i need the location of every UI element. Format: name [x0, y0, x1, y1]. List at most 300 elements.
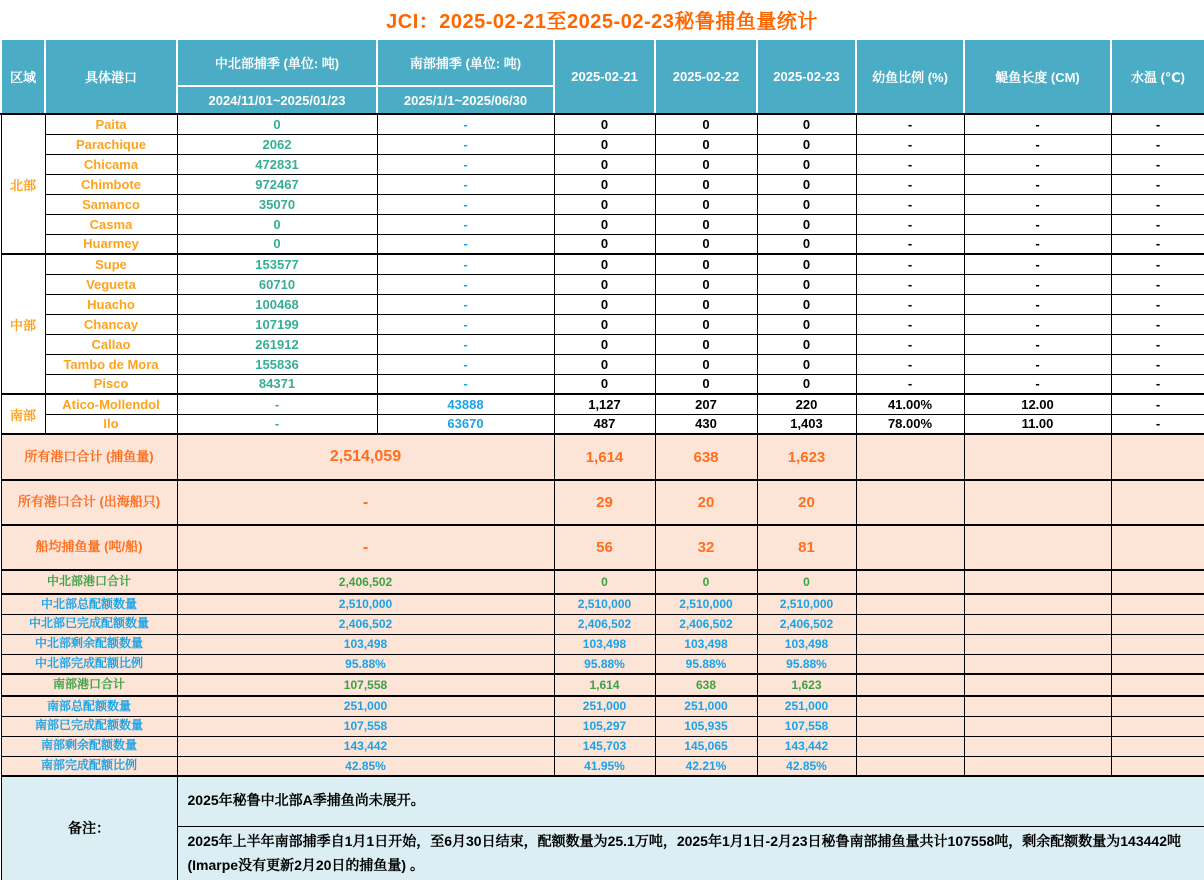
col-header-region: 区域	[1, 39, 45, 114]
nc-season-catch: 84371	[177, 374, 377, 394]
fish-length-value: -	[964, 234, 1111, 254]
juvenile-pct-value: -	[856, 274, 964, 294]
summary-daily-value-1: 145,703	[554, 736, 655, 756]
summary-empty-juvenile	[856, 674, 964, 696]
south-season-catch: -	[377, 314, 554, 334]
port-row	[1, 374, 1204, 394]
daily-catch-2: 0	[655, 194, 757, 214]
daily-catch-2: 0	[655, 234, 757, 254]
summary-empty-temp	[1111, 634, 1204, 654]
nc-season-catch: 155836	[177, 354, 377, 374]
summary-empty-temp	[1111, 736, 1204, 756]
nc-season-catch: 261912	[177, 334, 377, 354]
port-name: Huacho	[45, 294, 177, 314]
daily-catch-2: 0	[655, 274, 757, 294]
fish-length-value: -	[964, 214, 1111, 234]
summary-daily-value-3: 81	[757, 525, 856, 570]
daily-catch-1: 0	[554, 214, 655, 234]
summary-label: 所有港口合计 (捕鱼量)	[1, 434, 177, 480]
summary-label: 南部总配额数量	[1, 696, 177, 716]
daily-catch-3: 0	[757, 194, 856, 214]
fish-length-value: -	[964, 174, 1111, 194]
summary-daily-value-1: 1,614	[554, 674, 655, 696]
fish-length-value: -	[964, 374, 1111, 394]
summary-empty-juvenile	[856, 696, 964, 716]
summary-empty-temp	[1111, 756, 1204, 776]
summary-empty-length	[964, 736, 1111, 756]
port-name: Callao	[45, 334, 177, 354]
water-temp-value: -	[1111, 294, 1204, 314]
summary-daily-value-1: 0	[554, 570, 655, 594]
nc-season-catch: -	[177, 414, 377, 434]
summary-daily-value-3: 2,406,502	[757, 614, 856, 634]
daily-catch-3: 0	[757, 274, 856, 294]
summary-empty-length	[964, 614, 1111, 634]
table-body	[1, 114, 1204, 880]
summary-daily-value-2: 638	[655, 674, 757, 696]
daily-catch-3: 0	[757, 354, 856, 374]
summary-daily-value-1: 105,297	[554, 716, 655, 736]
summary-label: 船均捕鱼量 (吨/船)	[1, 525, 177, 570]
daily-catch-3: 0	[757, 254, 856, 274]
summary-empty-length	[964, 570, 1111, 594]
port-name: Atico-Mollendol	[45, 394, 177, 414]
water-temp-value: -	[1111, 194, 1204, 214]
port-name: Vegueta	[45, 274, 177, 294]
summary-empty-length	[964, 654, 1111, 674]
fish-length-value: -	[964, 314, 1111, 334]
daily-catch-3: 220	[757, 394, 856, 414]
summary-daily-value-2: 20	[655, 480, 757, 525]
water-temp-value: -	[1111, 214, 1204, 234]
south-season-catch: -	[377, 134, 554, 154]
daily-catch-1: 487	[554, 414, 655, 434]
fish-length-value: -	[964, 114, 1111, 134]
port-row	[1, 394, 1204, 414]
region-label: 南部	[1, 394, 45, 434]
port-row	[1, 294, 1204, 314]
port-row	[1, 114, 1204, 134]
daily-catch-2: 0	[655, 174, 757, 194]
summary-empty-juvenile	[856, 594, 964, 614]
title-bar	[0, 0, 1204, 38]
south-season-catch: -	[377, 194, 554, 214]
nc-season-catch: 2062	[177, 134, 377, 154]
summary-daily-value-3: 1,623	[757, 434, 856, 480]
south-season-catch: -	[377, 154, 554, 174]
fish-length-value: -	[964, 134, 1111, 154]
summary-label: 中北部港口合计	[1, 570, 177, 594]
port-row	[1, 414, 1204, 434]
south-season-catch: -	[377, 214, 554, 234]
fish-length-value: -	[964, 194, 1111, 214]
summary-empty-juvenile	[856, 716, 964, 736]
summary-daily-value-1: 29	[554, 480, 655, 525]
summary-empty-length	[964, 756, 1111, 776]
fish-length-value: -	[964, 254, 1111, 274]
summary-empty-temp	[1111, 480, 1204, 525]
south-season-catch: -	[377, 114, 554, 134]
port-name: Parachique	[45, 134, 177, 154]
daily-catch-3: 0	[757, 154, 856, 174]
summary-season-value: 143,442	[177, 736, 554, 756]
nc-season-catch: 35070	[177, 194, 377, 214]
port-row	[1, 194, 1204, 214]
remark-label: 备注：	[1, 776, 177, 880]
summary-empty-juvenile	[856, 480, 964, 525]
port-row	[1, 314, 1204, 334]
port-name: Supe	[45, 254, 177, 274]
summary-daily-value-2: 638	[655, 434, 757, 480]
col-header-nc-season: 中北部捕季 (单位: 吨)	[177, 39, 377, 86]
summary-daily-value-1: 56	[554, 525, 655, 570]
juvenile-pct-value: -	[856, 134, 964, 154]
daily-catch-1: 0	[554, 314, 655, 334]
summary-empty-length	[964, 674, 1111, 696]
summary-season-value: 251,000	[177, 696, 554, 716]
summary-label: 中北部完成配额比例	[1, 654, 177, 674]
nc-season-catch: 107199	[177, 314, 377, 334]
nc-season-catch: 472831	[177, 154, 377, 174]
summary-season-value: 2,406,502	[177, 614, 554, 634]
remark-text-2: 2025年上半年南部捕季自1月1日开始，至6月30日结束，配额数量为25.1万吨，2025年1月1日-2月23日秘鲁南部捕鱼量共计107558吨，剩余配额数量为143442吨 (Imarpe没有更新2月20日的捕鱼量) 。	[177, 826, 1204, 880]
summary-daily-value-3: 20	[757, 480, 856, 525]
summary-daily-value-3: 0	[757, 570, 856, 594]
summary-daily-value-1: 103,498	[554, 634, 655, 654]
juvenile-pct-value: -	[856, 294, 964, 314]
summary-row	[1, 654, 1204, 674]
summary-daily-value-3: 107,558	[757, 716, 856, 736]
daily-catch-1: 0	[554, 334, 655, 354]
summary-daily-value-3: 1,623	[757, 674, 856, 696]
nc-season-catch: 100468	[177, 294, 377, 314]
summary-daily-value-2: 0	[655, 570, 757, 594]
fish-length-value: -	[964, 334, 1111, 354]
summary-label: 南部完成配额比例	[1, 756, 177, 776]
summary-daily-value-2: 103,498	[655, 634, 757, 654]
port-name: Ilo	[45, 414, 177, 434]
summary-season-value: 103,498	[177, 634, 554, 654]
water-temp-value: -	[1111, 274, 1204, 294]
port-name: Pisco	[45, 374, 177, 394]
summary-empty-juvenile	[856, 654, 964, 674]
port-row	[1, 354, 1204, 374]
summary-label: 中北部已完成配额数量	[1, 614, 177, 634]
water-temp-value: -	[1111, 114, 1204, 134]
daily-catch-3: 0	[757, 294, 856, 314]
summary-daily-value-1: 2,406,502	[554, 614, 655, 634]
fish-length-value: 12.00	[964, 394, 1111, 414]
fish-length-value: -	[964, 274, 1111, 294]
summary-empty-length	[964, 696, 1111, 716]
col-header-date-3: 2025-02-23	[757, 39, 856, 114]
port-row	[1, 334, 1204, 354]
summary-row	[1, 634, 1204, 654]
summary-season-value: 42.85%	[177, 756, 554, 776]
summary-season-value: -	[177, 525, 554, 570]
juvenile-pct-value: -	[856, 254, 964, 274]
summary-empty-temp	[1111, 434, 1204, 480]
south-season-catch: -	[377, 234, 554, 254]
col-header-water-temp: 水温 (℃)	[1111, 39, 1204, 114]
nc-season-catch: 0	[177, 234, 377, 254]
summary-empty-temp	[1111, 570, 1204, 594]
juvenile-pct-value: -	[856, 354, 964, 374]
juvenile-pct-value: -	[856, 114, 964, 134]
col-header-date-2: 2025-02-22	[655, 39, 757, 114]
south-season-catch: -	[377, 174, 554, 194]
summary-daily-value-1: 1,614	[554, 434, 655, 480]
summary-empty-temp	[1111, 716, 1204, 736]
summary-row	[1, 716, 1204, 736]
nc-season-catch: 60710	[177, 274, 377, 294]
daily-catch-1: 0	[554, 174, 655, 194]
summary-empty-length	[964, 480, 1111, 525]
summary-label: 南部剩余配额数量	[1, 736, 177, 756]
summary-daily-value-3: 103,498	[757, 634, 856, 654]
summary-label: 南部港口合计	[1, 674, 177, 696]
south-season-catch: -	[377, 274, 554, 294]
summary-daily-value-2: 251,000	[655, 696, 757, 716]
summary-empty-temp	[1111, 654, 1204, 674]
summary-empty-juvenile	[856, 634, 964, 654]
summary-daily-value-2: 105,935	[655, 716, 757, 736]
juvenile-pct-value: -	[856, 174, 964, 194]
summary-season-value: -	[177, 480, 554, 525]
summary-season-value: 2,406,502	[177, 570, 554, 594]
col-header-fish-length: 鳀鱼长度 (CM)	[964, 39, 1111, 114]
daily-catch-2: 0	[655, 354, 757, 374]
summary-daily-value-2: 145,065	[655, 736, 757, 756]
summary-season-value: 107,558	[177, 674, 554, 696]
daily-catch-1: 0	[554, 354, 655, 374]
table-header	[1, 39, 1204, 114]
summary-daily-value-2: 32	[655, 525, 757, 570]
summary-empty-length	[964, 525, 1111, 570]
water-temp-value: -	[1111, 134, 1204, 154]
daily-catch-3: 0	[757, 134, 856, 154]
port-name: Casma	[45, 214, 177, 234]
nc-season-catch: 0	[177, 214, 377, 234]
remark-row	[1, 826, 1204, 880]
juvenile-pct-value: -	[856, 314, 964, 334]
daily-catch-3: 0	[757, 334, 856, 354]
summary-daily-value-2: 2,510,000	[655, 594, 757, 614]
summary-empty-juvenile	[856, 434, 964, 480]
daily-catch-2: 0	[655, 114, 757, 134]
summary-daily-value-1: 2,510,000	[554, 594, 655, 614]
summary-row	[1, 480, 1204, 525]
south-season-catch: -	[377, 354, 554, 374]
daily-catch-2: 0	[655, 374, 757, 394]
port-name: Paita	[45, 114, 177, 134]
summary-season-value: 2,510,000	[177, 594, 554, 614]
nc-season-catch: -	[177, 394, 377, 414]
water-temp-value: -	[1111, 414, 1204, 434]
summary-daily-value-3: 251,000	[757, 696, 856, 716]
summary-empty-temp	[1111, 614, 1204, 634]
summary-daily-value-1: 95.88%	[554, 654, 655, 674]
fish-length-value: -	[964, 294, 1111, 314]
water-temp-value: -	[1111, 154, 1204, 174]
juvenile-pct-value: 78.00%	[856, 414, 964, 434]
port-row	[1, 214, 1204, 234]
summary-daily-value-3: 143,442	[757, 736, 856, 756]
port-row	[1, 254, 1204, 274]
daily-catch-2: 0	[655, 134, 757, 154]
nc-season-catch: 153577	[177, 254, 377, 274]
summary-daily-value-2: 2,406,502	[655, 614, 757, 634]
summary-daily-value-3: 95.88%	[757, 654, 856, 674]
daily-catch-2: 0	[655, 334, 757, 354]
daily-catch-1: 0	[554, 154, 655, 174]
daily-catch-1: 0	[554, 294, 655, 314]
nc-season-catch: 0	[177, 114, 377, 134]
south-season-catch: -	[377, 334, 554, 354]
daily-catch-3: 0	[757, 374, 856, 394]
summary-row	[1, 434, 1204, 480]
port-name: Samanco	[45, 194, 177, 214]
summary-row	[1, 614, 1204, 634]
daily-catch-3: 0	[757, 234, 856, 254]
summary-daily-value-1: 41.95%	[554, 756, 655, 776]
summary-empty-temp	[1111, 696, 1204, 716]
south-season-date-range: 2025/1/1~2025/06/30	[377, 86, 554, 114]
summary-empty-temp	[1111, 525, 1204, 570]
water-temp-value: -	[1111, 174, 1204, 194]
juvenile-pct-value: -	[856, 234, 964, 254]
summary-empty-juvenile	[856, 614, 964, 634]
juvenile-pct-value: -	[856, 214, 964, 234]
daily-catch-3: 0	[757, 314, 856, 334]
daily-catch-1: 1,127	[554, 394, 655, 414]
port-name: Huarmey	[45, 234, 177, 254]
port-row	[1, 274, 1204, 294]
juvenile-pct-value: 41.00%	[856, 394, 964, 414]
summary-empty-length	[964, 716, 1111, 736]
summary-empty-length	[964, 634, 1111, 654]
col-header-date-1: 2025-02-21	[554, 39, 655, 114]
daily-catch-1: 0	[554, 254, 655, 274]
south-season-catch: 43888	[377, 394, 554, 414]
daily-catch-1: 0	[554, 114, 655, 134]
summary-row	[1, 736, 1204, 756]
summary-row	[1, 570, 1204, 594]
summary-season-value: 107,558	[177, 716, 554, 736]
port-name: Tambo de Mora	[45, 354, 177, 374]
daily-catch-2: 207	[655, 394, 757, 414]
catch-statistics-table	[0, 38, 1204, 880]
port-name: Chancay	[45, 314, 177, 334]
daily-catch-2: 0	[655, 214, 757, 234]
summary-row	[1, 594, 1204, 614]
summary-row	[1, 696, 1204, 716]
region-label: 中部	[1, 254, 45, 394]
summary-season-value: 95.88%	[177, 654, 554, 674]
col-header-south-season: 南部捕季 (单位: 吨)	[377, 39, 554, 86]
daily-catch-3: 0	[757, 214, 856, 234]
summary-label: 南部已完成配额数量	[1, 716, 177, 736]
port-name: Chimbote	[45, 174, 177, 194]
juvenile-pct-value: -	[856, 194, 964, 214]
daily-catch-2: 430	[655, 414, 757, 434]
summary-empty-juvenile	[856, 525, 964, 570]
port-row	[1, 234, 1204, 254]
water-temp-value: -	[1111, 394, 1204, 414]
port-row	[1, 174, 1204, 194]
daily-catch-1: 0	[554, 234, 655, 254]
daily-catch-1: 0	[554, 194, 655, 214]
summary-empty-temp	[1111, 594, 1204, 614]
remark-row	[1, 776, 1204, 826]
summary-label: 中北部总配额数量	[1, 594, 177, 614]
south-season-catch: -	[377, 254, 554, 274]
daily-catch-3: 1,403	[757, 414, 856, 434]
summary-empty-temp	[1111, 674, 1204, 696]
port-name: Chicama	[45, 154, 177, 174]
juvenile-pct-value: -	[856, 154, 964, 174]
summary-empty-juvenile	[856, 570, 964, 594]
summary-empty-juvenile	[856, 736, 964, 756]
water-temp-value: -	[1111, 334, 1204, 354]
daily-catch-2: 0	[655, 294, 757, 314]
daily-catch-1: 0	[554, 374, 655, 394]
fish-length-value: -	[964, 154, 1111, 174]
summary-daily-value-3: 42.85%	[757, 756, 856, 776]
summary-empty-length	[964, 434, 1111, 480]
page-title: JCI：2025-02-21至2025-02-23秘鲁捕鱼量统计	[386, 10, 818, 33]
juvenile-pct-value: -	[856, 374, 964, 394]
summary-daily-value-3: 2,510,000	[757, 594, 856, 614]
south-season-catch: -	[377, 294, 554, 314]
summary-row	[1, 525, 1204, 570]
fish-length-value: -	[964, 354, 1111, 374]
water-temp-value: -	[1111, 314, 1204, 334]
water-temp-value: -	[1111, 234, 1204, 254]
summary-label: 中北部剩余配额数量	[1, 634, 177, 654]
col-header-juvenile-pct: 幼鱼比例 (%)	[856, 39, 964, 114]
port-row	[1, 154, 1204, 174]
south-season-catch: -	[377, 374, 554, 394]
nc-season-date-range: 2024/11/01~2025/01/23	[177, 86, 377, 114]
summary-label: 所有港口合计 (出海船只)	[1, 480, 177, 525]
water-temp-value: -	[1111, 374, 1204, 394]
region-label: 北部	[1, 114, 45, 254]
summary-row	[1, 756, 1204, 776]
summary-daily-value-1: 251,000	[554, 696, 655, 716]
fish-length-value: 11.00	[964, 414, 1111, 434]
daily-catch-3: 0	[757, 114, 856, 134]
port-row	[1, 134, 1204, 154]
daily-catch-2: 0	[655, 154, 757, 174]
daily-catch-2: 0	[655, 314, 757, 334]
water-temp-value: -	[1111, 254, 1204, 274]
summary-empty-length	[964, 594, 1111, 614]
daily-catch-1: 0	[554, 134, 655, 154]
summary-daily-value-2: 42.21%	[655, 756, 757, 776]
summary-daily-value-2: 95.88%	[655, 654, 757, 674]
nc-season-catch: 972467	[177, 174, 377, 194]
water-temp-value: -	[1111, 354, 1204, 374]
south-season-catch: 63670	[377, 414, 554, 434]
summary-row	[1, 674, 1204, 696]
col-header-port: 具体港口	[45, 39, 177, 114]
juvenile-pct-value: -	[856, 334, 964, 354]
summary-empty-juvenile	[856, 756, 964, 776]
daily-catch-1: 0	[554, 274, 655, 294]
summary-season-value: 2,514,059	[177, 434, 554, 480]
daily-catch-3: 0	[757, 174, 856, 194]
